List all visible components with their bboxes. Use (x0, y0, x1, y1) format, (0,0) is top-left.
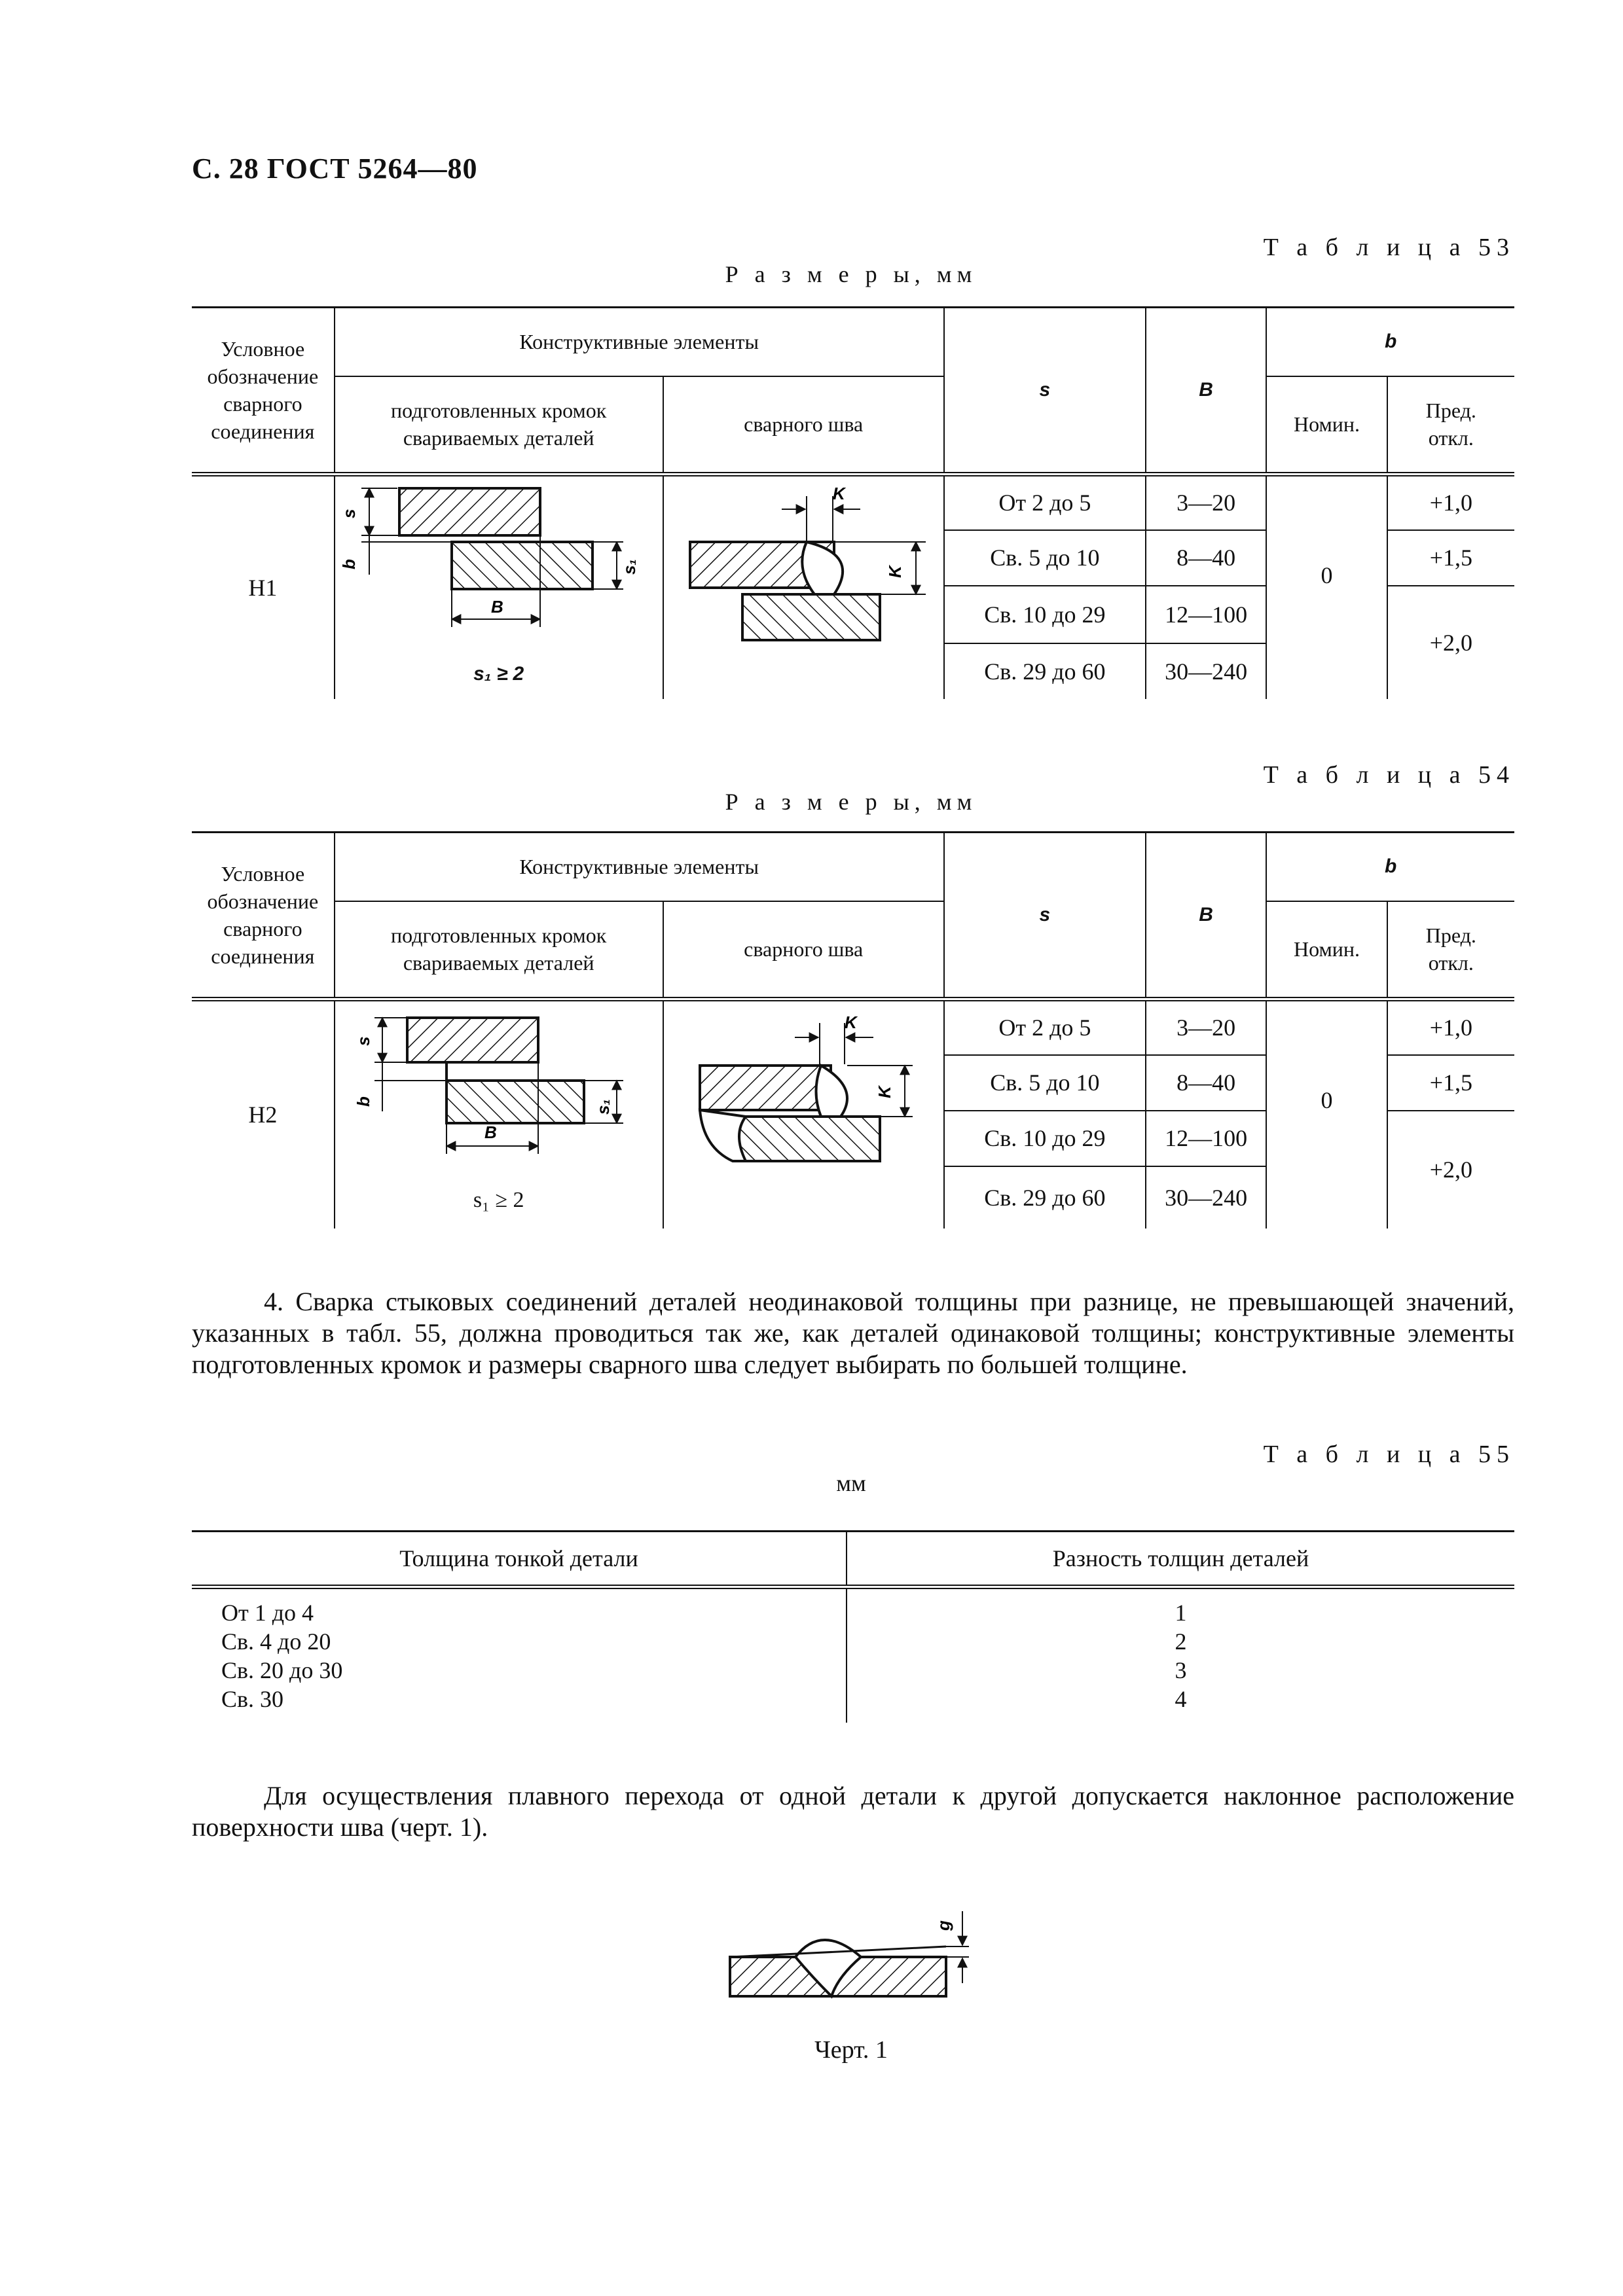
col-tol-header: Пред. откл. (1387, 376, 1514, 475)
dim-K-vert-label: K (874, 1086, 894, 1099)
table53-caption: Т а б л и ц а 53 (1263, 234, 1515, 261)
designation-cell: Н1 (192, 475, 335, 700)
col-designation-header: Условное обозначение сварного соединения (192, 308, 335, 475)
row4-B: 30—240 (1146, 1166, 1266, 1229)
row3-tol: +2,0 (1387, 1111, 1514, 1229)
s1-note: s₁ ≥ 2 (473, 663, 524, 685)
dim-K-vert-label: K (884, 565, 905, 578)
row1-s: От 2 до 5 (944, 999, 1146, 1055)
row2-B: 8—40 (1146, 1055, 1266, 1111)
row2-tol: +1,5 (1387, 530, 1514, 586)
row3-s: Св. 10 до 29 (944, 1111, 1146, 1166)
col-prepared-header: подготовленных кромок свариваемых деталей (335, 901, 663, 999)
figure-1-drawing (720, 1878, 995, 2013)
table55-caption: Т а б л и ц а 55 (1263, 1441, 1515, 1468)
table54-caption: Т а б л и ц а 54 (1263, 761, 1515, 789)
prepared-edges-drawing (335, 475, 663, 700)
prepared-edges-drawing (335, 999, 663, 1229)
dim-g-label: g (934, 1920, 953, 1931)
col-B-header: B (1146, 308, 1266, 475)
dim-b-label: b (338, 559, 359, 569)
figure-1-caption: Черт. 1 (814, 2036, 888, 2064)
col-B-header: B (1146, 833, 1266, 999)
paragraph-transition: Для осуществления плавного перехода от одной детали к другой допускается наклонное расположение поверхности шва (черт. 1). (192, 1781, 1514, 1842)
col-tol-header: Пред. откл. (1387, 901, 1514, 999)
table53-units: Р а з м е р ы, мм (725, 261, 977, 287)
designation-cell: Н2 (192, 999, 335, 1229)
dim-K-label: K (832, 484, 845, 503)
nominal-cell: 0 (1266, 475, 1387, 700)
weld-drawing (663, 999, 944, 1229)
col-elements-header: Конструктивные элементы (335, 833, 944, 901)
col-weld-header: сварного шва (663, 376, 944, 475)
col-nom-header: Номин. (1266, 901, 1387, 999)
row2-s: Св. 5 до 10 (944, 1055, 1146, 1111)
col-s-header: s (944, 308, 1146, 475)
page-header: С. 28 ГОСТ 5264—80 (192, 152, 478, 185)
dim-b-label: b (353, 1096, 373, 1107)
t55-difference-list: 1 2 3 4 (1175, 1600, 1187, 1712)
table-54 (192, 831, 1514, 1229)
row3-s: Св. 10 до 29 (944, 586, 1146, 644)
row2-B: 8—40 (1146, 530, 1266, 586)
row4-s: Св. 29 до 60 (944, 1166, 1146, 1229)
dim-s-label: s (338, 509, 359, 518)
row3-B: 12—100 (1146, 1111, 1266, 1166)
row2-tol: +1,5 (1387, 1055, 1514, 1111)
row1-tol: +1,0 (1387, 999, 1514, 1055)
t55-col1-header: Толщина тонкой детали (192, 1532, 847, 1587)
row3-B: 12—100 (1146, 586, 1266, 644)
t55-col2-header: Разность толщин деталей (847, 1532, 1514, 1587)
col-prepared-header: подготовленных кромок свариваемых деталей (335, 376, 663, 475)
row1-tol: +1,0 (1387, 475, 1514, 530)
paragraph-4: 4. Сварка стыковых соединений деталей неодинаковой толщины при разнице, не превышающей значений, указанных в табл. 55, должна проводиться так же, как деталей одинаковой толщины; конструктивные элементы подготовленных кромок и размеры сварного шва следует выбирать по большей толщине. (192, 1287, 1514, 1379)
dim-K-label: K (844, 1013, 857, 1033)
nominal-cell: 0 (1266, 999, 1387, 1229)
weld-drawing (663, 475, 944, 700)
row1-s: От 2 до 5 (944, 475, 1146, 530)
row1-B: 3—20 (1146, 475, 1266, 530)
table-55 (192, 1530, 1514, 1723)
dim-B-label: B (484, 1122, 497, 1143)
row4-s: Св. 29 до 60 (944, 643, 1146, 699)
row3-tol: +2,0 (1387, 586, 1514, 700)
dim-s1-label: s₁ (593, 1099, 613, 1115)
col-s-header: s (944, 833, 1146, 999)
col-weld-header: сварного шва (663, 901, 944, 999)
col-b-header: b (1266, 308, 1514, 376)
col-elements-header: Конструктивные элементы (335, 308, 944, 376)
table54-units: Р а з м е р ы, мм (725, 789, 977, 815)
col-designation-header: Условное обозначение сварного соединения (192, 833, 335, 999)
table55-units: мм (836, 1470, 866, 1496)
dim-s1-label: s₁ (619, 559, 639, 575)
table-53 (192, 306, 1514, 699)
t55-thickness-list: От 1 до 4 Св. 4 до 20 Св. 20 до 30 Св. 30 (192, 1587, 847, 1723)
col-nom-header: Номин. (1266, 376, 1387, 475)
s1-note: s₁ ≥ 2 (473, 1188, 524, 1212)
row1-B: 3—20 (1146, 999, 1266, 1055)
dim-s-label: s (353, 1036, 373, 1047)
row4-B: 30—240 (1146, 643, 1266, 699)
row2-s: Св. 5 до 10 (944, 530, 1146, 586)
col-b-header: b (1266, 833, 1514, 901)
dim-B-label: B (490, 597, 503, 617)
